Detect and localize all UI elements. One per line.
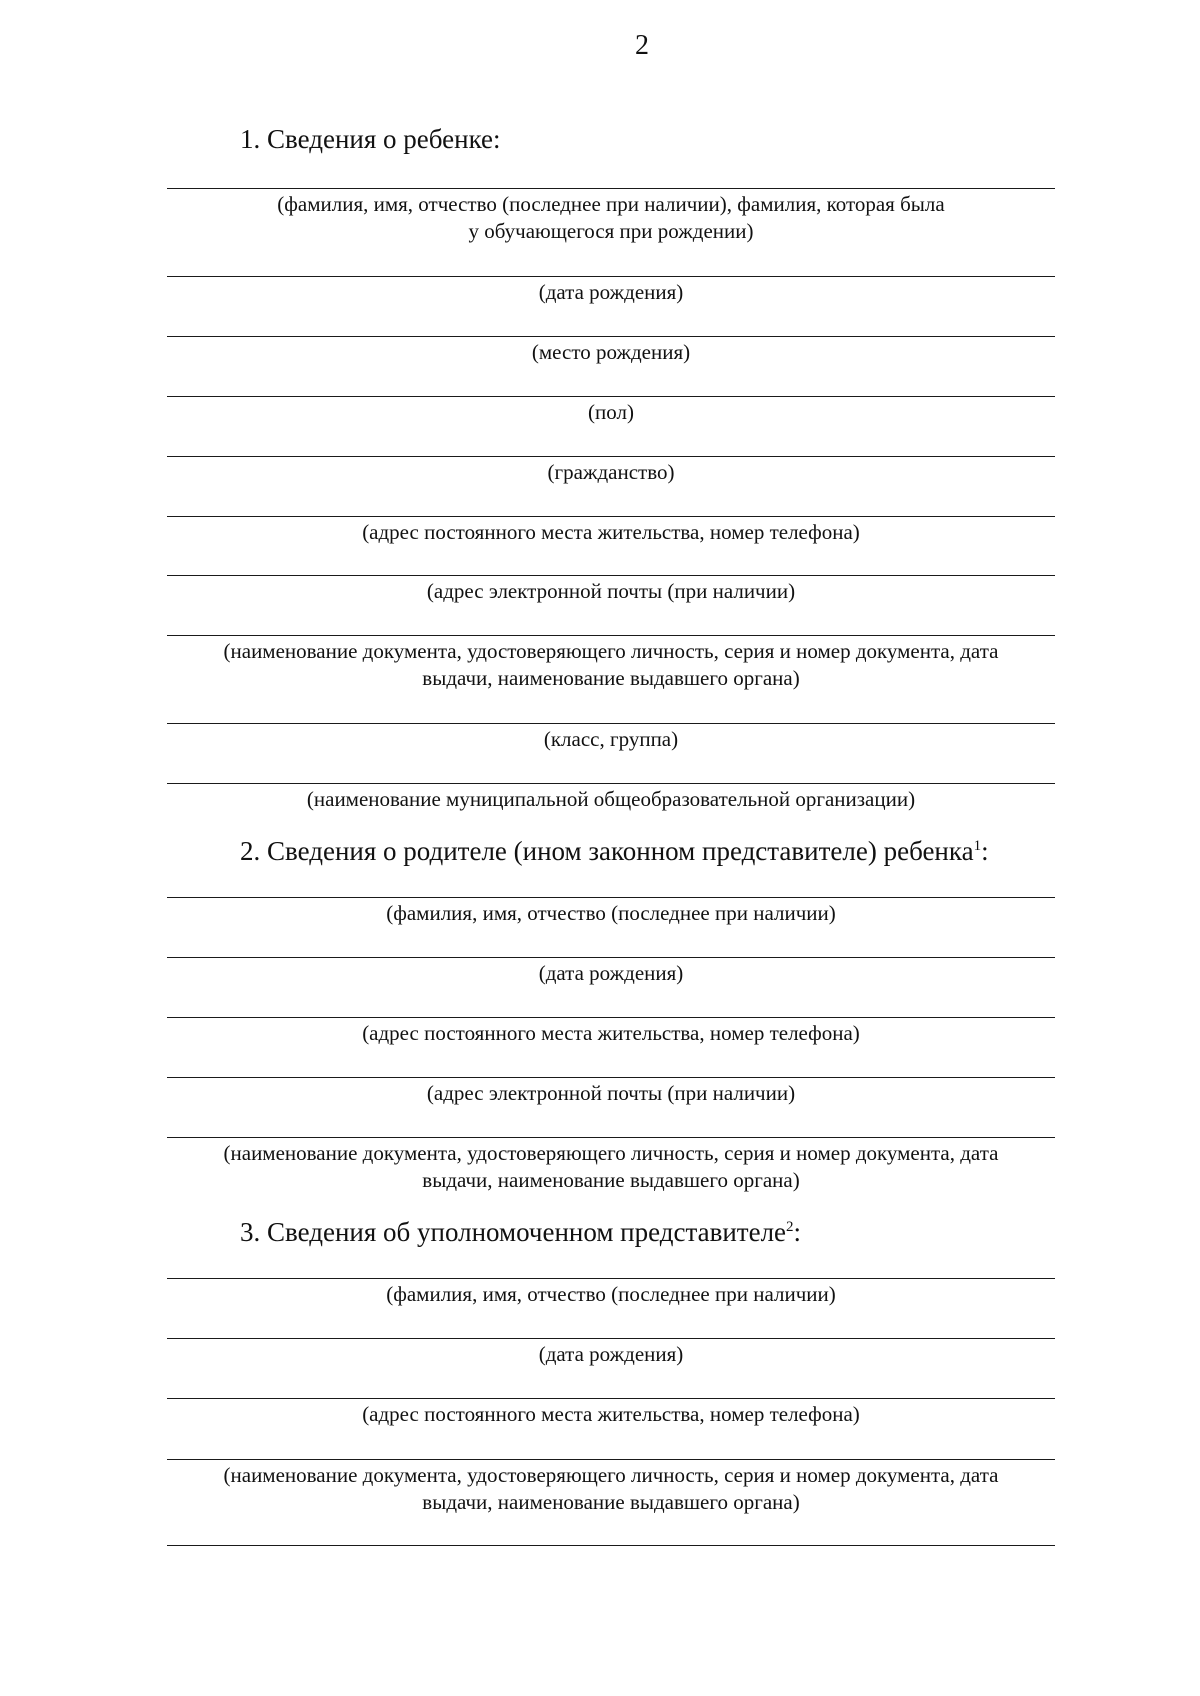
field-caption-child-sex: (пол) [588, 400, 634, 424]
heading-colon: : [793, 1217, 802, 1247]
field-line-representative-address[interactable] [167, 1398, 1055, 1399]
field-caption-parent-full-name: (фамилия, имя, отчество (последнее при наличии) [386, 901, 836, 925]
field-line-child-id-document[interactable] [167, 635, 1055, 636]
field-caption-child-address: (адрес постоянного места жительства, номер телефона) [362, 520, 860, 544]
section-heading-child-info [240, 124, 501, 155]
field-caption-child-email: (адрес электронной почты (при наличии) [426, 579, 796, 603]
section-heading-text: 1. Сведения о ребенке: [240, 124, 501, 154]
field-caption-representative-birth-date: (дата рождения) [538, 1342, 684, 1366]
section-heading-text: 3. Сведения об уполномоченном представителе [240, 1217, 787, 1247]
field-caption-representative-full-name: (фамилия, имя, отчество (последнее при наличии) [386, 1282, 836, 1306]
field-caption-child-full-name: (фамилия, имя, отчество (последнее при наличии), фамилия, которая была у обучающегося при рождении) [277, 192, 945, 243]
field-caption-parent-id-document: (наименование документа, удостоверяющего личность, серия и номер документа, дата выдачи, наименование выдавшего органа) [223, 1141, 999, 1192]
field-line-child-address[interactable] [167, 516, 1055, 517]
field-line-child-full-name[interactable] [167, 188, 1055, 189]
field-line-child-citizenship[interactable] [167, 456, 1055, 457]
field-line-parent-email[interactable] [167, 1077, 1055, 1078]
field-caption-parent-address: (адрес постоянного места жительства, номер телефона) [362, 1021, 860, 1045]
field-caption-child-class: (класс, группа) [543, 727, 679, 751]
field-line-child-class[interactable] [167, 723, 1055, 724]
field-caption-parent-email: (адрес электронной почты (при наличии) [426, 1081, 796, 1105]
field-line-representative-full-name[interactable] [167, 1278, 1055, 1279]
field-caption-child-citizenship: (гражданство) [547, 460, 675, 484]
heading-colon: : [981, 836, 989, 866]
footnote-mark: 2 [786, 1219, 794, 1235]
field-line-child-email[interactable] [167, 575, 1055, 576]
field-line-representative-id-document[interactable] [167, 1459, 1055, 1460]
field-line-child-birth-date[interactable] [167, 276, 1055, 277]
field-line-child-birth-place[interactable] [167, 336, 1055, 337]
field-line-extra[interactable] [167, 1545, 1055, 1546]
section-heading-representative-info [240, 1217, 801, 1248]
field-line-parent-full-name[interactable] [167, 897, 1055, 898]
field-line-child-sex[interactable] [167, 396, 1055, 397]
field-line-parent-address[interactable] [167, 1017, 1055, 1018]
field-line-child-school[interactable] [167, 783, 1055, 784]
field-caption-child-birth-place: (место рождения) [531, 340, 691, 364]
section-heading-text: 2. Сведения о родителе (ином законном представителе) ребенка [240, 836, 974, 866]
page-number: 2 [635, 30, 649, 61]
field-caption-representative-id-document: (наименование документа, удостоверяющего личность, серия и номер документа, дата выдачи, наименование выдавшего органа) [223, 1463, 999, 1514]
field-caption-child-id-document: (наименование документа, удостоверяющего личность, серия и номер документа, дата выдачи, наименование выдавшего органа) [223, 639, 999, 690]
field-line-representative-birth-date[interactable] [167, 1338, 1055, 1339]
field-caption-parent-birth-date: (дата рождения) [538, 961, 684, 985]
field-caption-child-birth-date: (дата рождения) [538, 280, 684, 304]
field-caption-representative-address: (адрес постоянного места жительства, номер телефона) [362, 1402, 860, 1426]
field-line-parent-id-document[interactable] [167, 1137, 1055, 1138]
section-heading-parent-info [240, 836, 989, 867]
field-caption-child-school: (наименование муниципальной общеобразовательной организации) [306, 787, 916, 811]
field-line-parent-birth-date[interactable] [167, 957, 1055, 958]
footnote-mark: 1 [973, 838, 982, 854]
